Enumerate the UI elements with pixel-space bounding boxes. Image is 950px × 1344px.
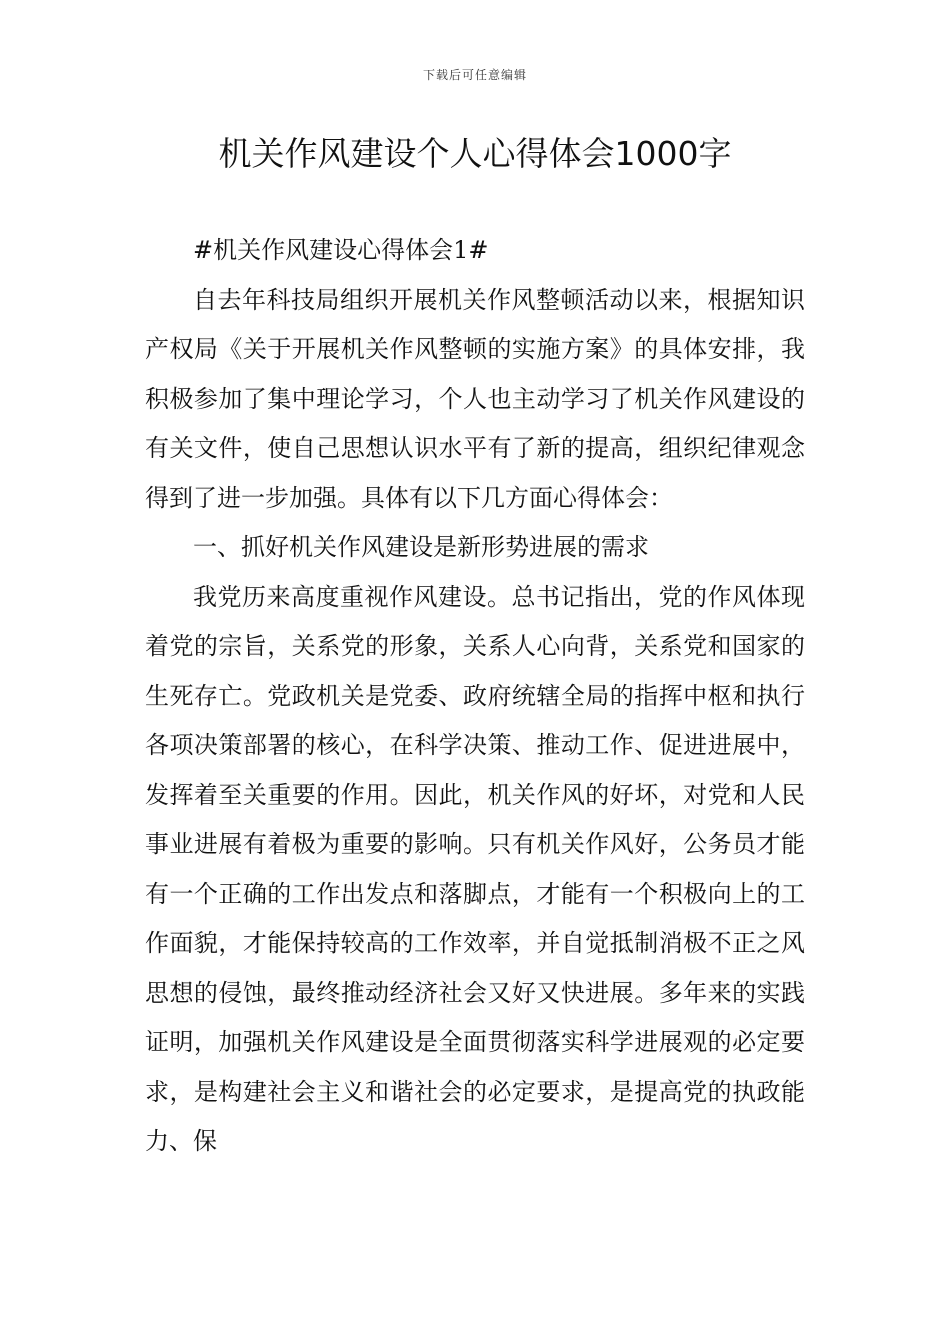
section-heading: #机关作风建设心得体会1#: [193, 236, 489, 264]
body-paragraph: 自去年科技局组织开展机关作风整顿活动以来，根据知识产权局《关于开展机关作风整顿的实施方案》的具体安排，我积极参加了集中理论学习，个人也主动学习了机关作风建设的有关文件，使自己思想认识水平有了新的提高，组织纪律观念得到了进一步加强。具体有以下几方面心得体会：: [145, 285, 805, 512]
document-title: 机关作风建设个人心得体会1000字: [218, 134, 732, 173]
body-paragraph: 我党历来高度重视作风建设。总书记指出，党的作风体现着党的宗旨，关系党的形象，关系人心向背，关系党和国家的生死存亡。党政机关是党委、政府统辖全局的指挥中枢和执行各项决策部署的核心，在科学决策、推动工作、促进进展中，发挥着至关重要的作用。因此，机关作风的好坏，对党和人民事业进展有着极为重要的影响。只有机关作风好，公务员才能有一个正确的工作出发点和落脚点，才能有一个积极向上的工作面貌，才能保持较高的工作效率，并自觉抵制消极不正之风思想的侵蚀，最终推动经济社会又好又快进展。多年来的实践证明，加强机关作风建设是全面贯彻落实科学进展观的必定要求，是构建社会主义和谐社会的必定要求，是提高党的执政能力、保: [145, 582, 805, 1155]
document-body: [145, 226, 805, 1167]
subsection-heading: 一、抓好机关作风建设是新形势进展的需求: [193, 533, 649, 561]
header-note: 下载后可任意编辑: [422, 68, 527, 82]
